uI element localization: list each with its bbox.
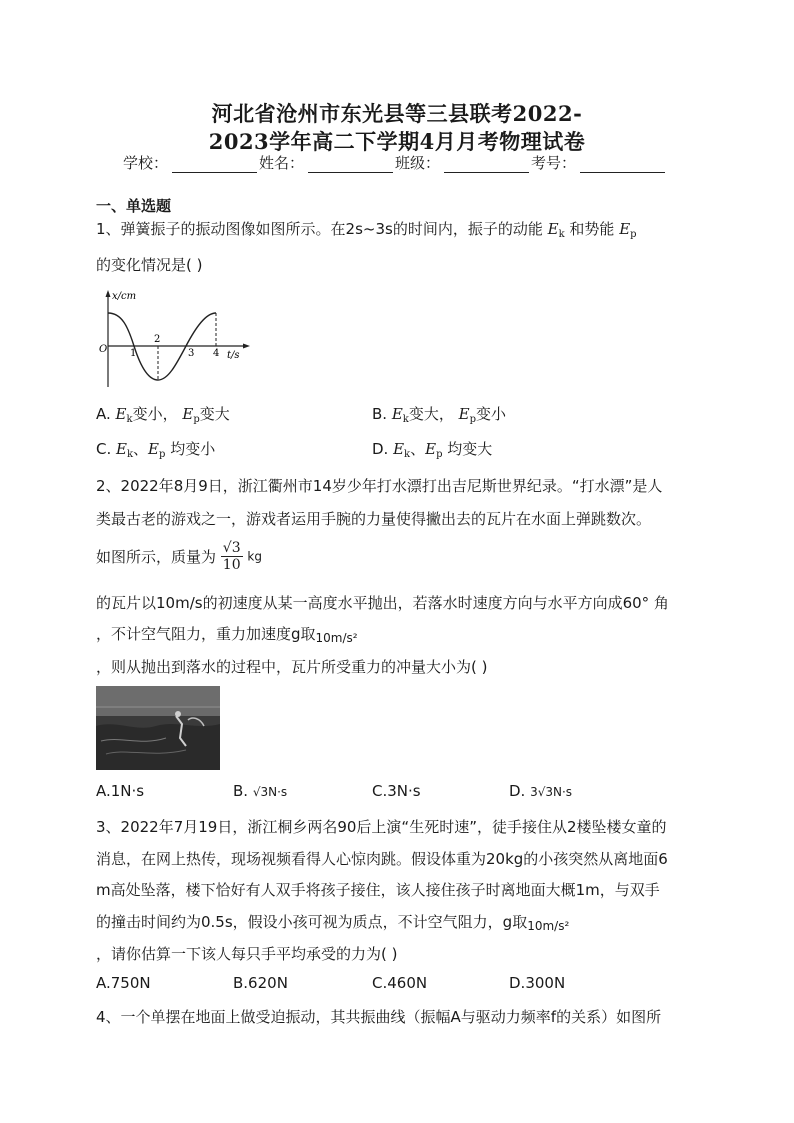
q2-line3: 如图所示，质量为 $\frac{√3}{10}$ kg: [96, 540, 262, 573]
x-axis-arrow: [243, 344, 250, 349]
section-title: 一、单选题: [96, 197, 172, 215]
name-blank[interactable]: [308, 158, 393, 173]
q3-option-b[interactable]: B.620N: [233, 974, 288, 992]
q2-option-d[interactable]: D. 3√3N·s: [509, 782, 573, 800]
exam-no-blank[interactable]: [580, 158, 665, 173]
q2-line1: 2、2022年8月9日，浙江衢州市14岁少年打水漂打出吉尼斯世界纪录。“打水漂”是人: [96, 477, 663, 495]
q3-line3: m高处坠落，楼下恰好有人双手将孩子接住，该人接住孩子时离地面大概1m，与双手: [96, 881, 660, 899]
school-blank[interactable]: [172, 158, 257, 173]
q1-vibration-graph: [96, 287, 256, 392]
ep-symbol: $E_p$: [619, 220, 637, 240]
q3-option-d[interactable]: D.300N: [509, 974, 566, 992]
name-label: 姓名：: [259, 154, 305, 172]
q4-line1: 4、一个单摆在地面上做受迫振动，其共振曲线（振幅A与驱动力频率f的关系）如图所: [96, 1008, 662, 1026]
q2-line4: 的瓦片以10m/s的初速度从某一高度水平抛出，若落水时速度方向与水平方向成60° 角: [96, 594, 669, 612]
class-blank[interactable]: [444, 158, 529, 173]
q2-option-a[interactable]: A.1N·s: [96, 782, 145, 800]
tick-2: 2: [154, 334, 161, 345]
q3-line2: 消息，在网上热传，现场视频看得人心惊肉跳。假设体重为20kg的小孩突然从离地面6: [96, 850, 668, 868]
graph-origin: O: [99, 344, 108, 355]
school-label: 学校：: [123, 154, 169, 172]
graph-x-label: t/s: [227, 350, 240, 361]
q1-option-c[interactable]: C. $E_k$、$E_p$ 均变小: [96, 440, 216, 460]
exam-no-label: 考号：: [531, 154, 577, 172]
q2-line2: 类最古老的游戏之一，游戏者运用手腕的力量使得撇出去的瓦片在水面上弹跳数次。: [96, 510, 652, 528]
q2-option-b[interactable]: B. √3N·s: [233, 782, 288, 800]
q1-option-b[interactable]: B. $E_k$变大， $E_p$变小: [372, 405, 507, 425]
q2-line5: ，不计空气阻力，重力加速度g取$_{10m/s^2}$: [96, 625, 358, 645]
q3-option-c[interactable]: C.460N: [372, 974, 428, 992]
exam-title-line1: 河北省沧州市东光县等三县联考2022-: [211, 101, 583, 126]
q3-line1: 3、2022年7月19日，浙江桐乡两名90后上演“生死时速”，徒手接住从2楼坠楼女童的: [96, 818, 667, 836]
mass-fraction: $\frac{√3}{10}$: [222, 540, 241, 573]
q2-option-c[interactable]: C.3N·s: [372, 782, 421, 800]
q3-line5: ，请你估算一下该人每只手平均承受的力为( ): [96, 945, 398, 963]
q1-and: 和势能: [569, 220, 615, 238]
q3-option-a[interactable]: A.750N: [96, 974, 151, 992]
q1-stem-line1: [96, 218, 637, 240]
tick-4: 4: [213, 348, 220, 359]
q2-line6: ，则从抛出到落水的过程中，瓦片所受重力的冲量大小为( ): [96, 658, 488, 676]
ek-symbol: $E_k$: [547, 220, 565, 240]
q1-stem-line2: 的变化情况是( ): [96, 256, 203, 274]
graph-y-label: x/cm: [112, 291, 137, 302]
q2-stone-skipping-photo: [96, 686, 220, 770]
q3-line4: 的撞击时间约为0.5s，假设小孩可视为质点，不计空气阻力，g取$_{10m/s^2}$: [96, 913, 570, 933]
tick-1: 1: [130, 348, 137, 359]
q1-text-a: 1、弹簧振子的振动图像如图所示。在2s~3s的时间内，振子的动能: [96, 220, 543, 238]
q1-option-a[interactable]: A. $E_k$变小， $E_p$变大: [96, 405, 230, 425]
q1-option-d[interactable]: D. $E_k$、$E_p$ 均变大: [372, 440, 493, 460]
tick-3: 3: [188, 348, 195, 359]
y-axis-arrow: [106, 290, 111, 297]
class-label: 班级：: [395, 154, 441, 172]
student-info-row: [123, 152, 667, 173]
exam-title-line2: 2023学年高二下学期4月月考物理试卷: [208, 129, 586, 154]
